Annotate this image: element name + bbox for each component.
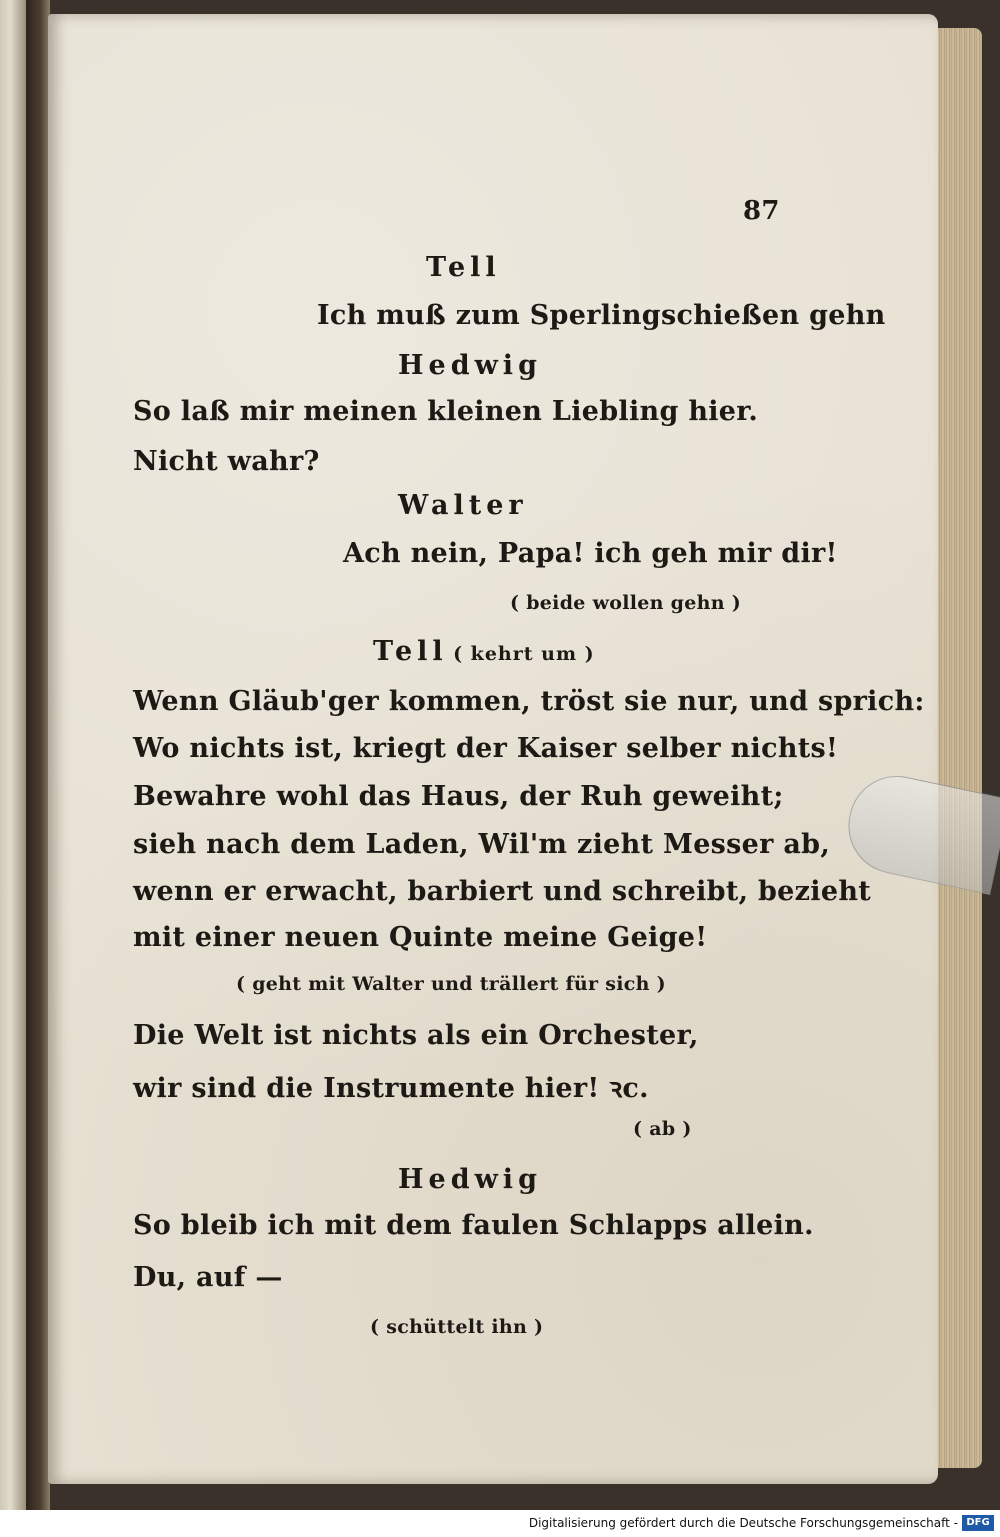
footer-bar [0,1510,1000,1537]
verse-line: Du, auf — [133,1262,283,1293]
speaker-tell: Tell [373,636,448,667]
verse-line: Bewahre wohl das Haus, der Ruh geweiht; [133,781,784,812]
verse-line: Die Welt ist nichts als ein Orchester, [133,1020,699,1051]
stage-direction: ( geht mit Walter und trällert für sich ) [236,973,666,995]
speaker-walter: Walter [398,490,528,521]
stage-direction: ( kehrt um ) [453,643,595,665]
funding-notice: Digitalisierung gefördert durch die Deutsche Forschungsgemeinschaft - [528,1516,958,1530]
book-gutter [26,0,50,1510]
stage-direction: ( beide wollen gehn ) [510,592,742,614]
page-number: 87 [743,196,780,226]
speaker-hedwig: Hedwig [398,350,542,381]
verse-line: sieh nach dem Laden, Wil'm zieht Messer ab, [133,829,831,860]
dfg-logo: DFG [962,1515,994,1531]
verse-line: wir sind die Instrumente hier! ꝛc. [133,1073,649,1104]
speaker-tell: Tell [426,252,501,283]
verse-line: wenn er erwacht, barbiert und schreibt, bezieht [133,876,872,907]
verse-line: Nicht wahr? [133,446,320,477]
verse-line: mit einer neuen Quinte meine Geige! [133,922,708,953]
verse-line: Wo nichts ist, kriegt der Kaiser selber nichts! [133,733,839,764]
left-page-edge [0,0,26,1510]
stage-direction: ( schüttelt ihn ) [370,1316,544,1338]
verse-line: So laß mir meinen kleinen Liebling hier. [133,396,759,427]
verse-line: Wenn Gläub'ger kommen, tröst sie nur, und sprich: [133,686,925,717]
stage-direction: ( ab ) [633,1118,692,1140]
speaker-hedwig: Hedwig [398,1164,542,1195]
verse-line: So bleib ich mit dem faulen Schlapps allein. [133,1210,814,1241]
speaker-line [373,636,595,667]
verse-line: Ach nein, Papa! ich geh mir dir! [343,538,838,569]
verse-line: Ich muß zum Sperlingschießen gehn [317,300,886,331]
